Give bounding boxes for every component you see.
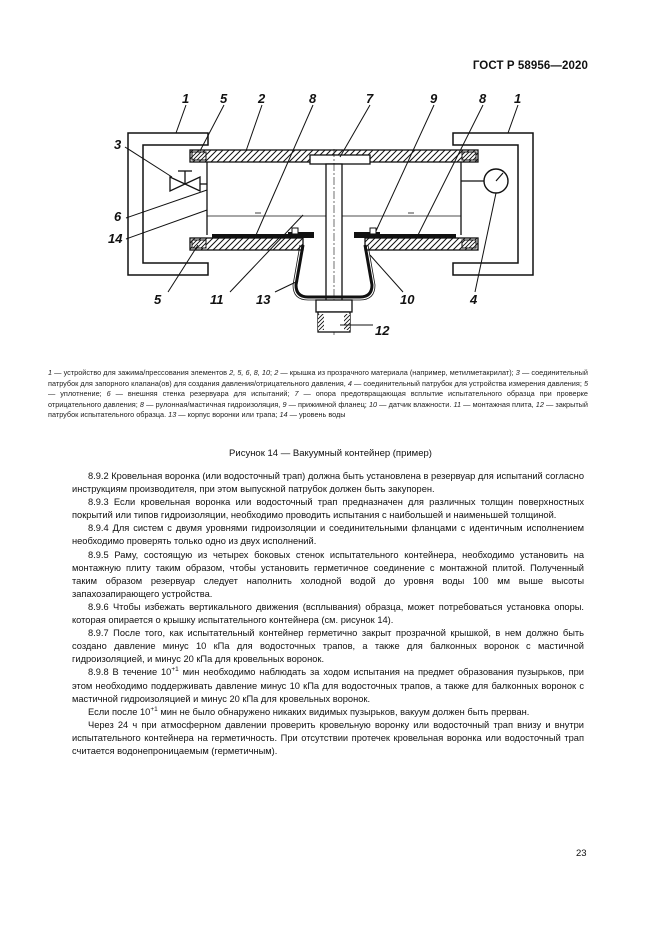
paragraph-8-9-5: 8.9.5 Раму, состоящую из четырех боковых стенок испытательного контейнера, необходимо установить на монтажную плиту таким образом, чтобы установить герметичное соединение с монтажной плитой. Полученный таким образом резервуар следует наполнить холодной водой до уровня воды 100 мм выше высоты запахозапирающего устройства.: [72, 549, 584, 599]
figure-caption: Рисунок 14 — Вакуумный контейнер (пример): [229, 448, 432, 459]
paragraph-8-9-3: 8.9.3 Если кровельная воронка или водосточный трап предназначен для различных толщин поверхностных покрытий или типов гидроизоляции, необходимо проводить испытания с наибольшей и наименьшей толщиной.: [72, 497, 584, 521]
paragraph-8-9-8: 8.9.8 В течение $10^{+1}$ мин необходимо наблюдать за ходом испытания на предмет образования пузырьков, при этом необходимо поддерживать давление минус 10 кПа для водосточных трапов, а также для балконных воронок с мастичной гидроизоляцией и минус 20 кПа для кровельных воронок.: [72, 666, 584, 704]
paragraph-8-9-2: 8.9.2 Кровельная воронка (или водосточный трап) должна быть установлена в резервуар для испытаний согласно инструкциям производителя, при этом выпускной патрубок должен быть закупорен.: [72, 471, 584, 495]
closed-outlet: [316, 300, 352, 312]
page-number: 23: [576, 848, 587, 859]
label-1-right: 1: [514, 91, 522, 106]
paragraph-vacuum-interrupt: Если после $10^{+1}$ мин не было обнаружено никаких видимых пузырьков, вакуум должен быть прерван.: [88, 705, 530, 717]
label-8-left: 8: [309, 91, 317, 106]
label-5-bottom: 5: [154, 292, 162, 307]
label-7: 7: [366, 91, 374, 106]
label-9: 9: [430, 91, 438, 106]
mounting-plate: [190, 238, 303, 250]
label-2: 2: [258, 91, 266, 106]
label-3: 3: [114, 137, 122, 152]
seal-top-left: [192, 152, 206, 160]
standard-header: ГОСТ Р 58956—2020: [472, 60, 588, 72]
label-14: 14: [108, 231, 123, 246]
paragraph-8-9-6: 8.9.6 Чтобы избежать вертикального движения (всплывания) образца, может потребоваться установка опоры. которая опирается о крышку испытательного контейнера (см. рисунок 14).: [72, 601, 584, 626]
label-8-right: 8: [479, 91, 487, 106]
seal-top-right: [462, 152, 476, 160]
label-13: 13: [256, 292, 271, 307]
label-6: 6: [114, 209, 122, 224]
label-4: 4: [470, 292, 478, 307]
vacuum-container-diagram: [0, 85, 661, 355]
paragraph-8-9-4: 8.9.4 Для систем с двумя уровнями гидроизоляции и соединительными фланцами с идентичным исполнением необходимо проверять только одно из двух исполнений.: [72, 523, 584, 547]
paragraph-8-9-7: 8.9.7 После того, как испытательный контейнер герметично закрыт прозрачной крышкой, в нем должно быть создано давление минус 10 кПа для водосточных трапов, а также для балконных воронок с мастичной гидроизоляцией, и минус 20 кПа для кровельных воронок.: [72, 628, 584, 665]
label-11: 11: [210, 292, 224, 307]
label-5-top: 5: [220, 91, 228, 106]
figure-legend: 1 — устройство для зажима/прессования элементов 2, 5, 6, 8, 10; 2 — крышка из прозрачного материала (например, метилметакрилат); 3 — соединительный патрубок для запорного клапана(ов) для создания давления/отрицательного давления, 4 — соединительный патрубок для устройства измерения давления; 5 — уплотнение; 6 — внешняя стенка резервуара для испытаний; 7 — опора предотвращающая всплытие испытательного образца при проверке отрицательного давления; 8 — рулонная/мастичная гидроизоляция, 9 — прижимной фланец; 10 — датчик влажности. 11 — монтажная плита, 12 — закрытый патрубок испытательного образца. 13 — корпус воронки или трапа; 14 — уровень воды: [48, 368, 588, 419]
label-12: 12: [375, 323, 390, 338]
body-text: [72, 470, 584, 758]
label-1-left: 1: [182, 91, 190, 106]
mounting-plate-right: [365, 238, 478, 250]
label-10: 10: [400, 292, 415, 307]
paragraph-final-check: Через 24 ч при атмосферном давлении проверить кровельную воронку или водосточный трап внизу и внутри испытательного контейнера на герметичность. При отсутствии протечек кровельная воронка или водосточный трап считается водонепроницаемым (герметичным).: [72, 719, 584, 756]
